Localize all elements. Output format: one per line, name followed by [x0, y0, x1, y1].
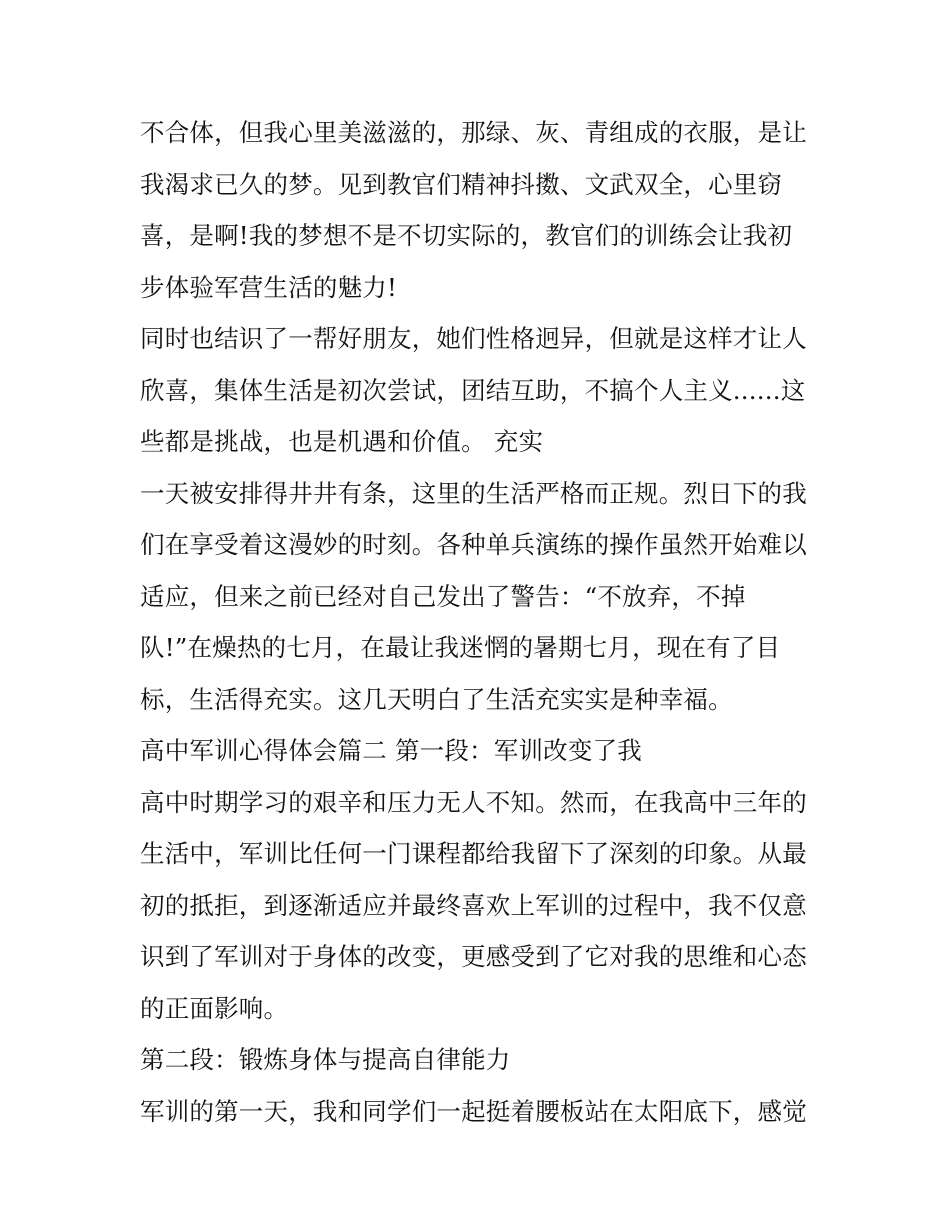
section-heading: 第二段：锻炼身体与提高自律能力 [140, 1045, 511, 1074]
document-body [140, 107, 820, 1137]
text-line: 军训的第一天，我和同学们一起挺着腰板站在太阳底下，感觉 [140, 1096, 807, 1126]
text-line: 些都是挑战，也是机遇和价值。 充实 [140, 427, 544, 456]
text-line: 标，生活得充实。这几天明白了生活充实实是种幸福。 [140, 684, 733, 714]
text-line: 生活中，军训比任何一门课程都给我留下了深刻的印象。从最 [140, 839, 807, 868]
text-line: 欣喜，集体生活是初次尝试，团结互助，不搞个人主义......这 [140, 375, 806, 405]
text-line: 一天被安排得井井有条，这里的生活严格而正规。烈日下的我 [140, 478, 807, 508]
text-line: 适应，但来之前已经对自己发出了警告：“不放弃，不掉 [140, 581, 746, 611]
text-line: 初的抵拒，到逐渐适应并最终喜欢上军训的过程中，我不仅意 [140, 890, 807, 920]
text-line: 我渴求已久的梦。见到教官们精神抖擞、文武双全，心里窃 [140, 169, 783, 199]
text-line: 喜，是啊!我的梦想不是不切实际的，教官们的训练会让我初 [140, 221, 793, 250]
text-line: 高中时期学习的艰辛和压力无人不知。然而，在我高中三年的 [140, 787, 807, 817]
text-line: 识到了军训对于身体的改变，更感受到了它对我的思维和心态 [140, 942, 807, 971]
text-line: 队!”在燥热的七月，在最让我迷惘的暑期七月，现在有了目 [140, 633, 781, 662]
text-line: 们在享受着这漫妙的时刻。各种单兵演练的操作虽然开始难以 [140, 530, 807, 559]
text-line: 的正面影响。 [140, 993, 289, 1023]
text-line: 不合体，但我心里美滋滋的，那绿、灰、青组成的衣服，是让 [140, 118, 807, 147]
text-line: 步体验军营生活的魅力! [140, 272, 398, 302]
text-line: 同时也结识了一帮好朋友，她们性格迥异，但就是这样才让人 [140, 324, 807, 353]
section-heading: 高中军训心得体会篇二 第一段：军训改变了我 [140, 736, 642, 765]
